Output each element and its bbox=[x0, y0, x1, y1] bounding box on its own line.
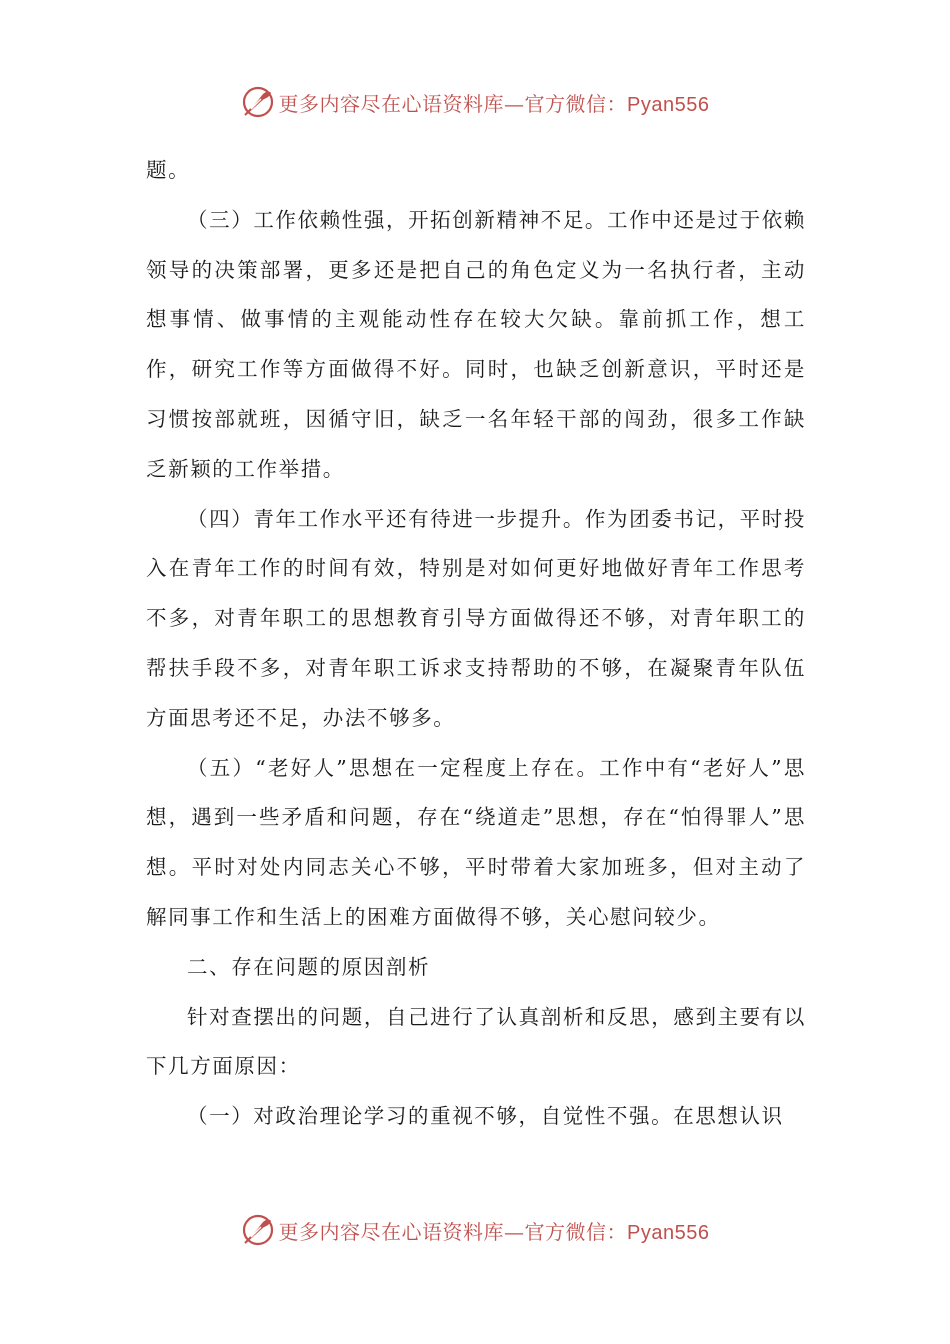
header-watermark bbox=[0, 82, 950, 122]
paragraph-item-5: （五）“老好人”思想在一定程度上存在。工作中有“老好人”思想，遇到一些矛盾和问题，存在“绕道走”思想，存在“怕得罪人”思想。平时对处内同志关心不够，平时带着大家加班多，但对主动了解同事工作和生活上的困难方面做得不够，关心慰问较少。 bbox=[146, 755, 806, 929]
paragraph-continuation: 题。 bbox=[146, 158, 191, 182]
watermark-site-text: 更多内容尽在心语资料库—官方微信： bbox=[278, 91, 628, 116]
paragraph-item-3: （三）工作依赖性强，开拓创新精神不足。工作中还是过于依赖领导的决策部署，更多还是把自己的角色定义为一名执行者，主动想事情、做事情的主观能动性存在较大欠缺。靠前抓工作，想工作，研究工作等方面做得不好。同时，也缺乏创新意识，平时还是习惯按部就班，因循守旧，缺乏一名年轻干部的闯劲，很多工作缺乏新颖的工作举措。 bbox=[146, 207, 806, 481]
section-heading-2: 二、存在问题的原因剖析 bbox=[187, 954, 431, 979]
footer-watermark bbox=[0, 1210, 950, 1250]
paragraph-intro: 针对查摆出的问题，自己进行了认真剖析和反思，感到主要有以下几方面原因： bbox=[146, 1004, 806, 1079]
paragraph-cause-1: （一）对政治理论学习的重视不够，自觉性不强。在思想认识 bbox=[187, 1104, 784, 1129]
watermark-site-text: 更多内容尽在心语资料库—官方微信： bbox=[278, 1219, 628, 1244]
watermark-handle: Pyan556 bbox=[627, 93, 710, 116]
watermark-handle: Pyan556 bbox=[627, 1221, 710, 1244]
document-body bbox=[146, 146, 806, 1142]
quill-pen-icon bbox=[241, 85, 275, 119]
quill-pen-icon bbox=[241, 1213, 275, 1247]
watermark-text bbox=[279, 88, 710, 117]
paragraph-item-4: （四）青年工作水平还有待进一步提升。作为团委书记，平时投入在青年工作的时间有效，特别是对如何更好地做好青年工作思考不多，对青年职工的思想教育引导方面做得还不够，对青年职工的帮扶手段不多，对青年职工诉求支持帮助的不够，在凝聚青年队伍方面思考还不足，办法不够多。 bbox=[146, 506, 806, 730]
watermark-text bbox=[279, 1216, 710, 1245]
